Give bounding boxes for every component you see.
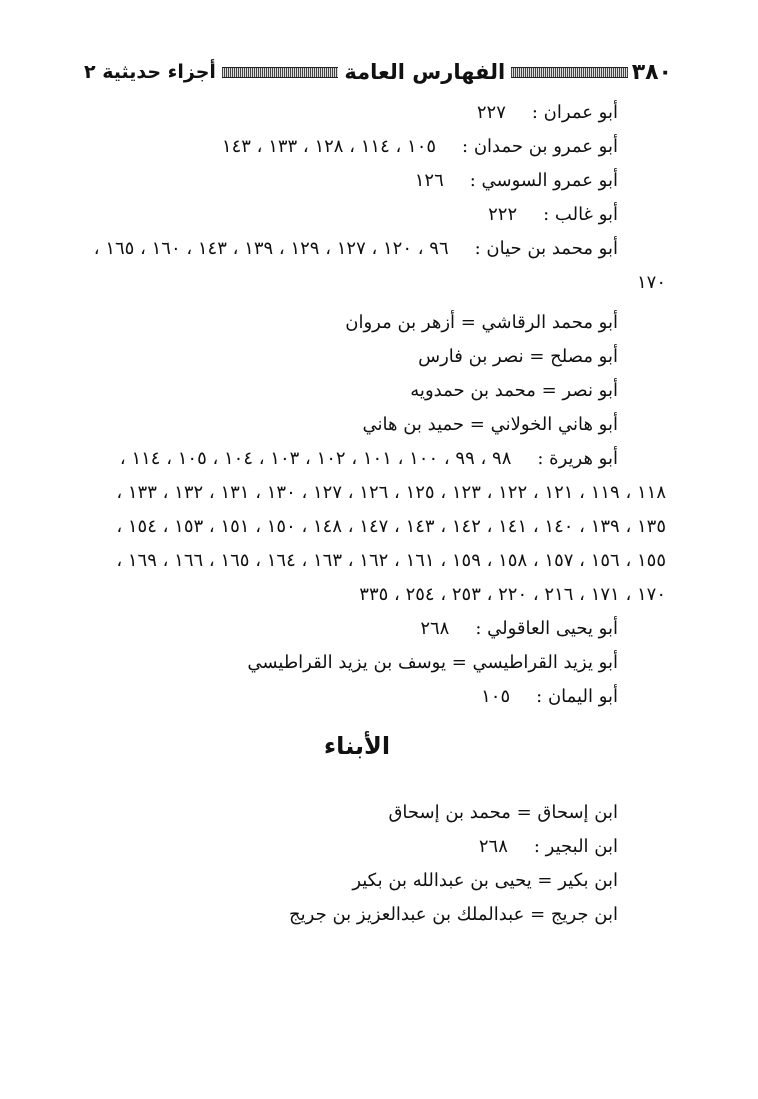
page-number: ٣٨٠ bbox=[631, 59, 672, 85]
entry-refs: ٢٢٧ bbox=[476, 102, 506, 123]
section-heading-abna: الأبناء bbox=[323, 732, 391, 760]
running-header bbox=[84, 56, 672, 88]
entry-refs: ٩٦ ، ١٢٠ ، ١٢٧ ، ١٢٩ ، ١٣٩ ، ١٤٣ ، ١٦٠ ، ١٦٥ ، bbox=[93, 238, 449, 259]
entry-name: أبو هريرة : bbox=[537, 448, 618, 469]
cross-reference: أبو نصر = محمد بن حمدويه bbox=[410, 380, 618, 401]
cross-reference: ابن جريج = عبدالملك بن عبدالعزيز بن جريج bbox=[289, 904, 618, 925]
header-rule-left bbox=[222, 67, 338, 78]
index-entry bbox=[66, 232, 618, 266]
index-entry bbox=[66, 164, 618, 198]
entry-refs: ١٢٦ bbox=[414, 170, 444, 191]
cross-reference: أبو يزيد القراطيسي = يوسف بن يزيد القراطيسي bbox=[247, 652, 618, 673]
entry-name: أبو غالب : bbox=[543, 204, 618, 225]
entry-name: أبو يحيى العاقولي : bbox=[475, 618, 618, 639]
entry-refs: ٢٦٨ bbox=[420, 618, 450, 639]
entry-refs: ٢٦٨ bbox=[478, 836, 508, 857]
entry-name: ابن البجير : bbox=[533, 836, 618, 857]
section-title: الفهارس العامة bbox=[344, 60, 506, 84]
entry-name: أبو عمرو السوسي : bbox=[469, 170, 618, 191]
entry-name: أبو عمرو بن حمدان : bbox=[462, 136, 618, 157]
entry-continuation: ١١٨ ، ١١٩ ، ١٢١ ، ١٢٢ ، ١٢٣ ، ١٢٥ ، ١٢٦ ، ١٢٧ ، ١٣٠ ، ١٣١ ، ١٣٢ ، ١٣٣ ، bbox=[116, 482, 666, 503]
entry-continuation: ١٧٠ ، ١٧١ ، ٢١٦ ، ٢٢٠ ، ٢٥٣ ، ٢٥٤ ، ٣٣٥ bbox=[359, 584, 666, 605]
entry-refs: ٩٨ ، ٩٩ ، ١٠٠ ، ١٠١ ، ١٠٢ ، ١٠٣ ، ١٠٤ ، ١٠٥ ، ١١٤ ، bbox=[119, 448, 512, 469]
cross-reference: ابن بكير = يحيى بن عبدالله بن بكير bbox=[352, 870, 618, 891]
entry-name: أبو محمد بن حيان : bbox=[474, 238, 618, 259]
index-entry bbox=[66, 830, 618, 864]
index-entry-hurayra bbox=[66, 442, 618, 476]
index-entry bbox=[66, 680, 618, 714]
entry-refs: ١٠٥ ، ١١٤ ، ١٢٨ ، ١٣٣ ، ١٤٣ bbox=[221, 136, 437, 157]
header-rule-right bbox=[511, 67, 627, 78]
entry-refs: ٢٢٢ bbox=[488, 204, 518, 225]
index-entry bbox=[66, 130, 618, 164]
cross-reference: أبو هاني الخولاني = حميد بن هاني bbox=[362, 414, 618, 435]
entry-refs: ١٠٥ bbox=[481, 686, 511, 707]
entry-name: أبو عمران : bbox=[531, 102, 618, 123]
index-entry bbox=[66, 612, 618, 646]
index-entry bbox=[66, 96, 618, 130]
cross-reference: ابن إسحاق = محمد بن إسحاق bbox=[388, 802, 618, 823]
index-content bbox=[66, 96, 666, 932]
entry-continuation: ١٥٥ ، ١٥٦ ، ١٥٧ ، ١٥٨ ، ١٥٩ ، ١٦١ ، ١٦٢ ، ١٦٣ ، ١٦٤ ، ١٦٥ ، ١٦٦ ، ١٦٩ ، bbox=[116, 550, 666, 571]
book-title: أجزاء حديثية ٢ bbox=[84, 61, 216, 83]
entry-name: أبو اليمان : bbox=[536, 686, 618, 707]
entry-continuation: ١٣٥ ، ١٣٩ ، ١٤٠ ، ١٤١ ، ١٤٢ ، ١٤٣ ، ١٤٧ ، ١٤٨ ، ١٥٠ ، ١٥١ ، ١٥٣ ، ١٥٤ ، bbox=[116, 516, 666, 537]
index-entry bbox=[66, 198, 618, 232]
entry-continuation: ١٧٠ bbox=[636, 272, 666, 293]
cross-reference: أبو مصلح = نصر بن فارس bbox=[418, 346, 618, 367]
cross-reference: أبو محمد الرقاشي = أزهر بن مروان bbox=[345, 312, 618, 333]
